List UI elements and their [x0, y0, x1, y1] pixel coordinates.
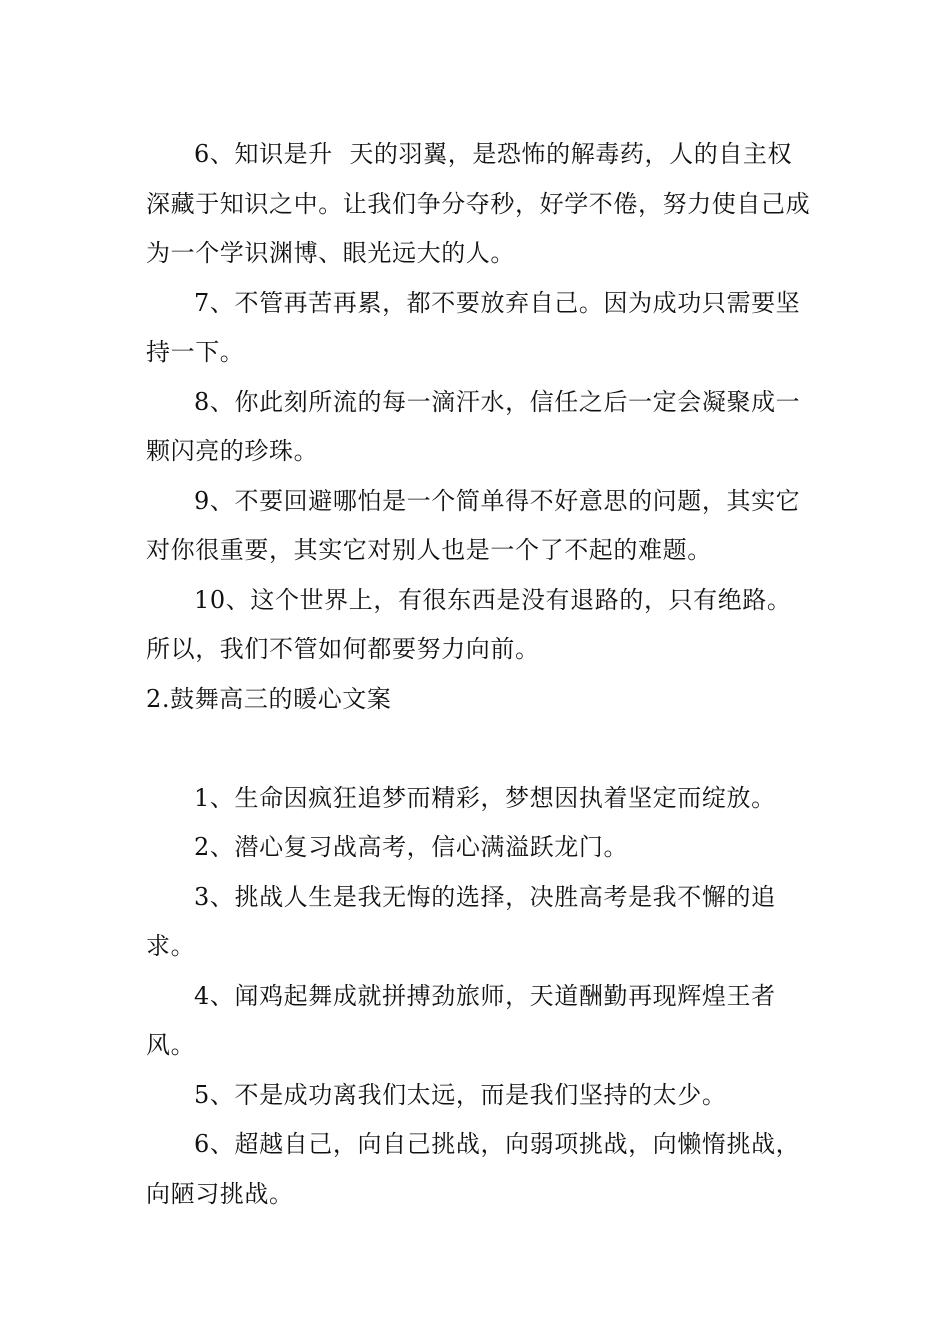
paragraph-intro-8: 8、你此刻所流的每一滴汗水，信任之后一定会凝聚成一颗闪亮的珍珠。	[146, 387, 801, 465]
paragraph-section-5: 5、不是成功离我们太远，而是我们坚持的太少。	[194, 1080, 727, 1109]
section-heading: 2.鼓舞高三的暖心文案	[146, 684, 392, 713]
paragraph-intro-10: 10、这个世界上，有很东西是没有退路的，只有绝路。所以，我们不管如何都要努力向前。	[146, 585, 792, 663]
paragraph-section-4: 4、闻鸡起舞成就拼搏劲旅师，天道酬勤再现辉煌王者风。	[146, 981, 776, 1059]
paragraph-intro-6: 6、知识是升 天的羽翼，是恐怖的解毒药，人的自主权深藏于知识之中。让我们争分夺秒，好学不倦，努力使自己成为一个学识渊博、眼光远大的人。	[146, 140, 811, 267]
document-body	[146, 130, 811, 1219]
section-gap	[146, 724, 811, 774]
paragraph-section-6: 6、超越自己，向自己挑战，向弱项挑战，向懒惰挑战，向陋习挑战。	[146, 1130, 801, 1208]
paragraph-section-1: 1、生命因疯狂追梦而精彩，梦想因执着坚定而绽放。	[194, 783, 776, 812]
paragraph-intro-9: 9、不要回避哪怕是一个简单得不好意思的问题，其实它对你很重要，其实它对别人也是一个了不起的难题。	[146, 486, 801, 564]
paragraph-intro-7: 7、不管再苦再累，都不要放弃自己。因为成功只需要坚持一下。	[146, 288, 801, 366]
paragraph-section-3: 3、挑战人生是我无悔的选择，决胜高考是我不懈的追求。	[146, 882, 776, 960]
paragraph-section-2: 2、潜心复习战高考，信心满溢跃龙门。	[194, 833, 629, 861]
